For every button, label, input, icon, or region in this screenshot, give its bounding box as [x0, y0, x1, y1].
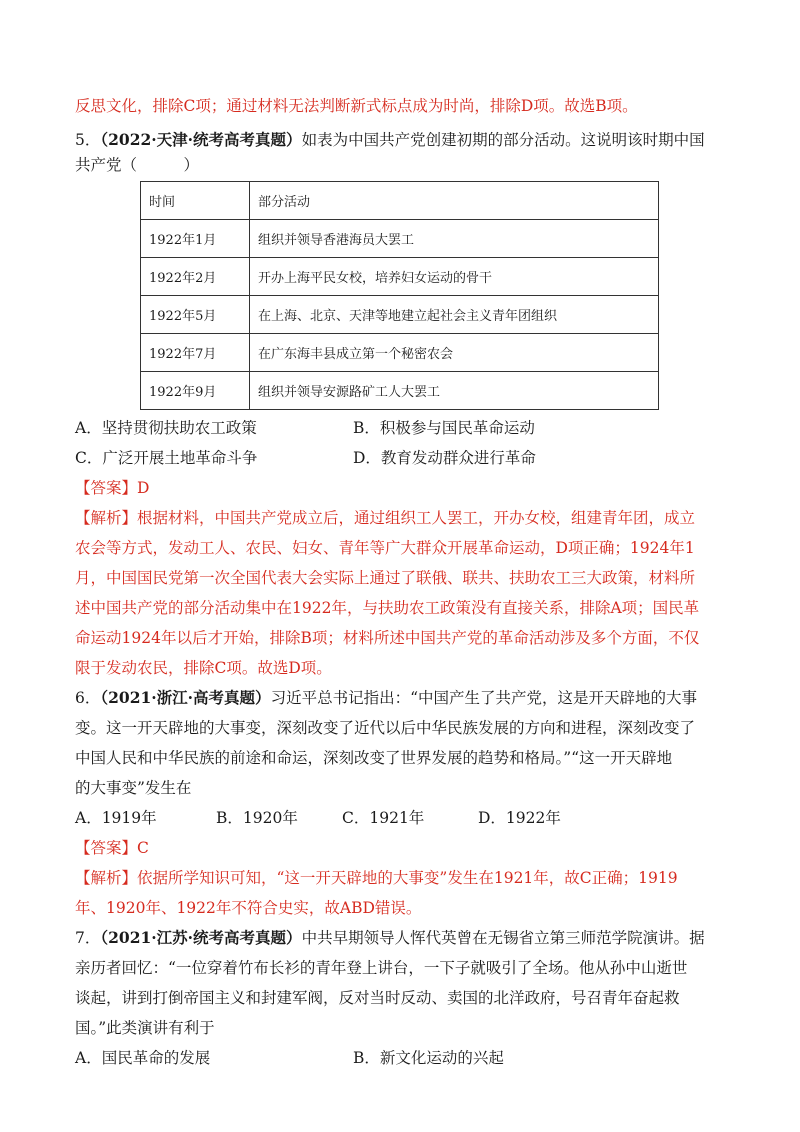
table-row: [141, 296, 659, 334]
table-cell-time: 1922年7月: [141, 334, 250, 372]
q6-stem-line: 的大事变”发生在: [75, 779, 192, 797]
q7-stem-line: 谈起，讲到打倒帝国主义和封建军阀，反对当时反动、卖国的北洋政府，号召青年奋起救: [75, 989, 680, 1007]
table-cell-time: 1922年9月: [141, 372, 250, 410]
q6-stem-text: 习近平总书记指出：“中国产生了共产党，这是开天辟地的大事: [270, 689, 697, 707]
table-cell-activity: 在上海、北京、天津等地建立起社会主义青年团组织: [250, 296, 659, 334]
q7-option-a: A．国民革命的发展: [75, 1049, 211, 1067]
table-row: [141, 372, 659, 410]
q6-option-a: A．1919年: [75, 809, 157, 827]
q5-analysis-line: 限于发动农民，排除C项。故选D项。: [75, 659, 332, 677]
q7-stem-line: 亲历者回忆：“一位穿着竹布长衫的青年登上讲台，一下子就吸引了全场。他从孙中山逝世: [75, 959, 688, 977]
q5-option-c: C．广泛开展土地革命斗争: [75, 449, 258, 467]
q7-stem-text: 中共早期领导人恽代英曾在无锡省立第三师范学院演讲。据: [301, 929, 705, 947]
q5-analysis-line: 农会等方式，发动工人、农民、妇女、青年等广大群众开展革命运动，D项正确；1924年1: [75, 539, 695, 557]
prev-analysis-tail: 反思文化，排除C项；通过材料无法判断新式标点成为时尚，排除D项。故选B项。: [75, 97, 638, 115]
q6-stem-line-1: [75, 688, 697, 708]
q6-stem-line: 变。这一开天辟地的大事变，深刻改变了近代以后中华民族发展的方向和进程，深刻改变了: [75, 719, 696, 737]
q5-option-b: B．积极参与国民革命运动: [353, 419, 535, 437]
q7-number: 7．: [75, 929, 101, 947]
q6-option-c: C．1921年: [342, 809, 425, 827]
q5-stem-line-2: 共产党（ ）: [75, 156, 200, 174]
q5-answer: 【答案】D: [75, 479, 150, 497]
q6-number: 6．: [75, 689, 101, 707]
q5-analysis-line: 月，中国国民党第一次全国代表大会实际上通过了联俄、联共、扶助农工三大政策，材料所: [75, 569, 696, 587]
q5-activity-table: [140, 181, 659, 410]
table-cell-activity: 在广东海丰县成立第一个秘密农会: [250, 334, 659, 372]
q5-stem-line-1: [75, 130, 705, 150]
table-header-row: [141, 182, 659, 220]
table-cell-time: 1922年5月: [141, 296, 250, 334]
table-cell-time: 1922年2月: [141, 258, 250, 296]
q5-option-d: D．教育发动群众进行革命: [353, 449, 536, 467]
q6-answer: 【答案】C: [75, 839, 149, 857]
q5-stem-text: 如表为中国共产党创建初期的部分活动。这说明该时期中国: [301, 131, 705, 149]
table-cell-activity: 组织并领导安源路矿工人大罢工: [250, 372, 659, 410]
q6-analysis-line: 年、1920年、1922年不符合史实，故ABD错误。: [75, 899, 422, 917]
table-row: [141, 258, 659, 296]
q5-source: （2022·天津·统考高考真题）: [100, 130, 302, 149]
q5-analysis-line: 命运动1924年以后才开始，排除B项；材料所述中国共产党的革命活动涉及多个方面，不仅: [75, 629, 700, 647]
q5-number: 5．: [75, 131, 101, 149]
q7-source: （2021·江苏·统考高考真题）: [100, 928, 302, 947]
q6-option-d: D．1922年: [478, 809, 561, 827]
q6-stem-line: 中国人民和中华民族的前途和命运，深刻改变了世界发展的趋势和格局。”“这一开天辟地: [75, 749, 673, 767]
q6-source: （2021·浙江·高考真题）: [100, 688, 271, 707]
q5-analysis-line: 述中国共产党的部分活动集中在1922年，与扶助农工政策没有直接关系，排除A项；国民革: [75, 599, 700, 617]
q7-stem-line: 国。”此类演讲有利于: [75, 1019, 215, 1037]
table-header-activity: 部分活动: [250, 182, 659, 220]
q5-analysis-line: 【解析】根据材料，中国共产党成立后，通过组织工人罢工，开办女校，组建青年团，成立: [75, 509, 696, 527]
table-row: [141, 220, 659, 258]
table-row: [141, 334, 659, 372]
table-cell-activity: 组织并领导香港海员大罢工: [250, 220, 659, 258]
q6-analysis-line: 【解析】依据所学知识可知，“这一开天辟地的大事变”发生在1921年，故C正确；1919: [75, 869, 678, 887]
table-header-time: 时间: [141, 182, 250, 220]
q7-option-b: B．新文化运动的兴起: [353, 1049, 504, 1067]
q6-option-b: B．1920年: [216, 809, 298, 827]
table-cell-time: 1922年1月: [141, 220, 250, 258]
table-cell-activity: 开办上海平民女校，培养妇女运动的骨干: [250, 258, 659, 296]
q5-option-a: A．坚持贯彻扶助农工政策: [75, 419, 257, 437]
q7-stem-line-1: [75, 928, 705, 948]
